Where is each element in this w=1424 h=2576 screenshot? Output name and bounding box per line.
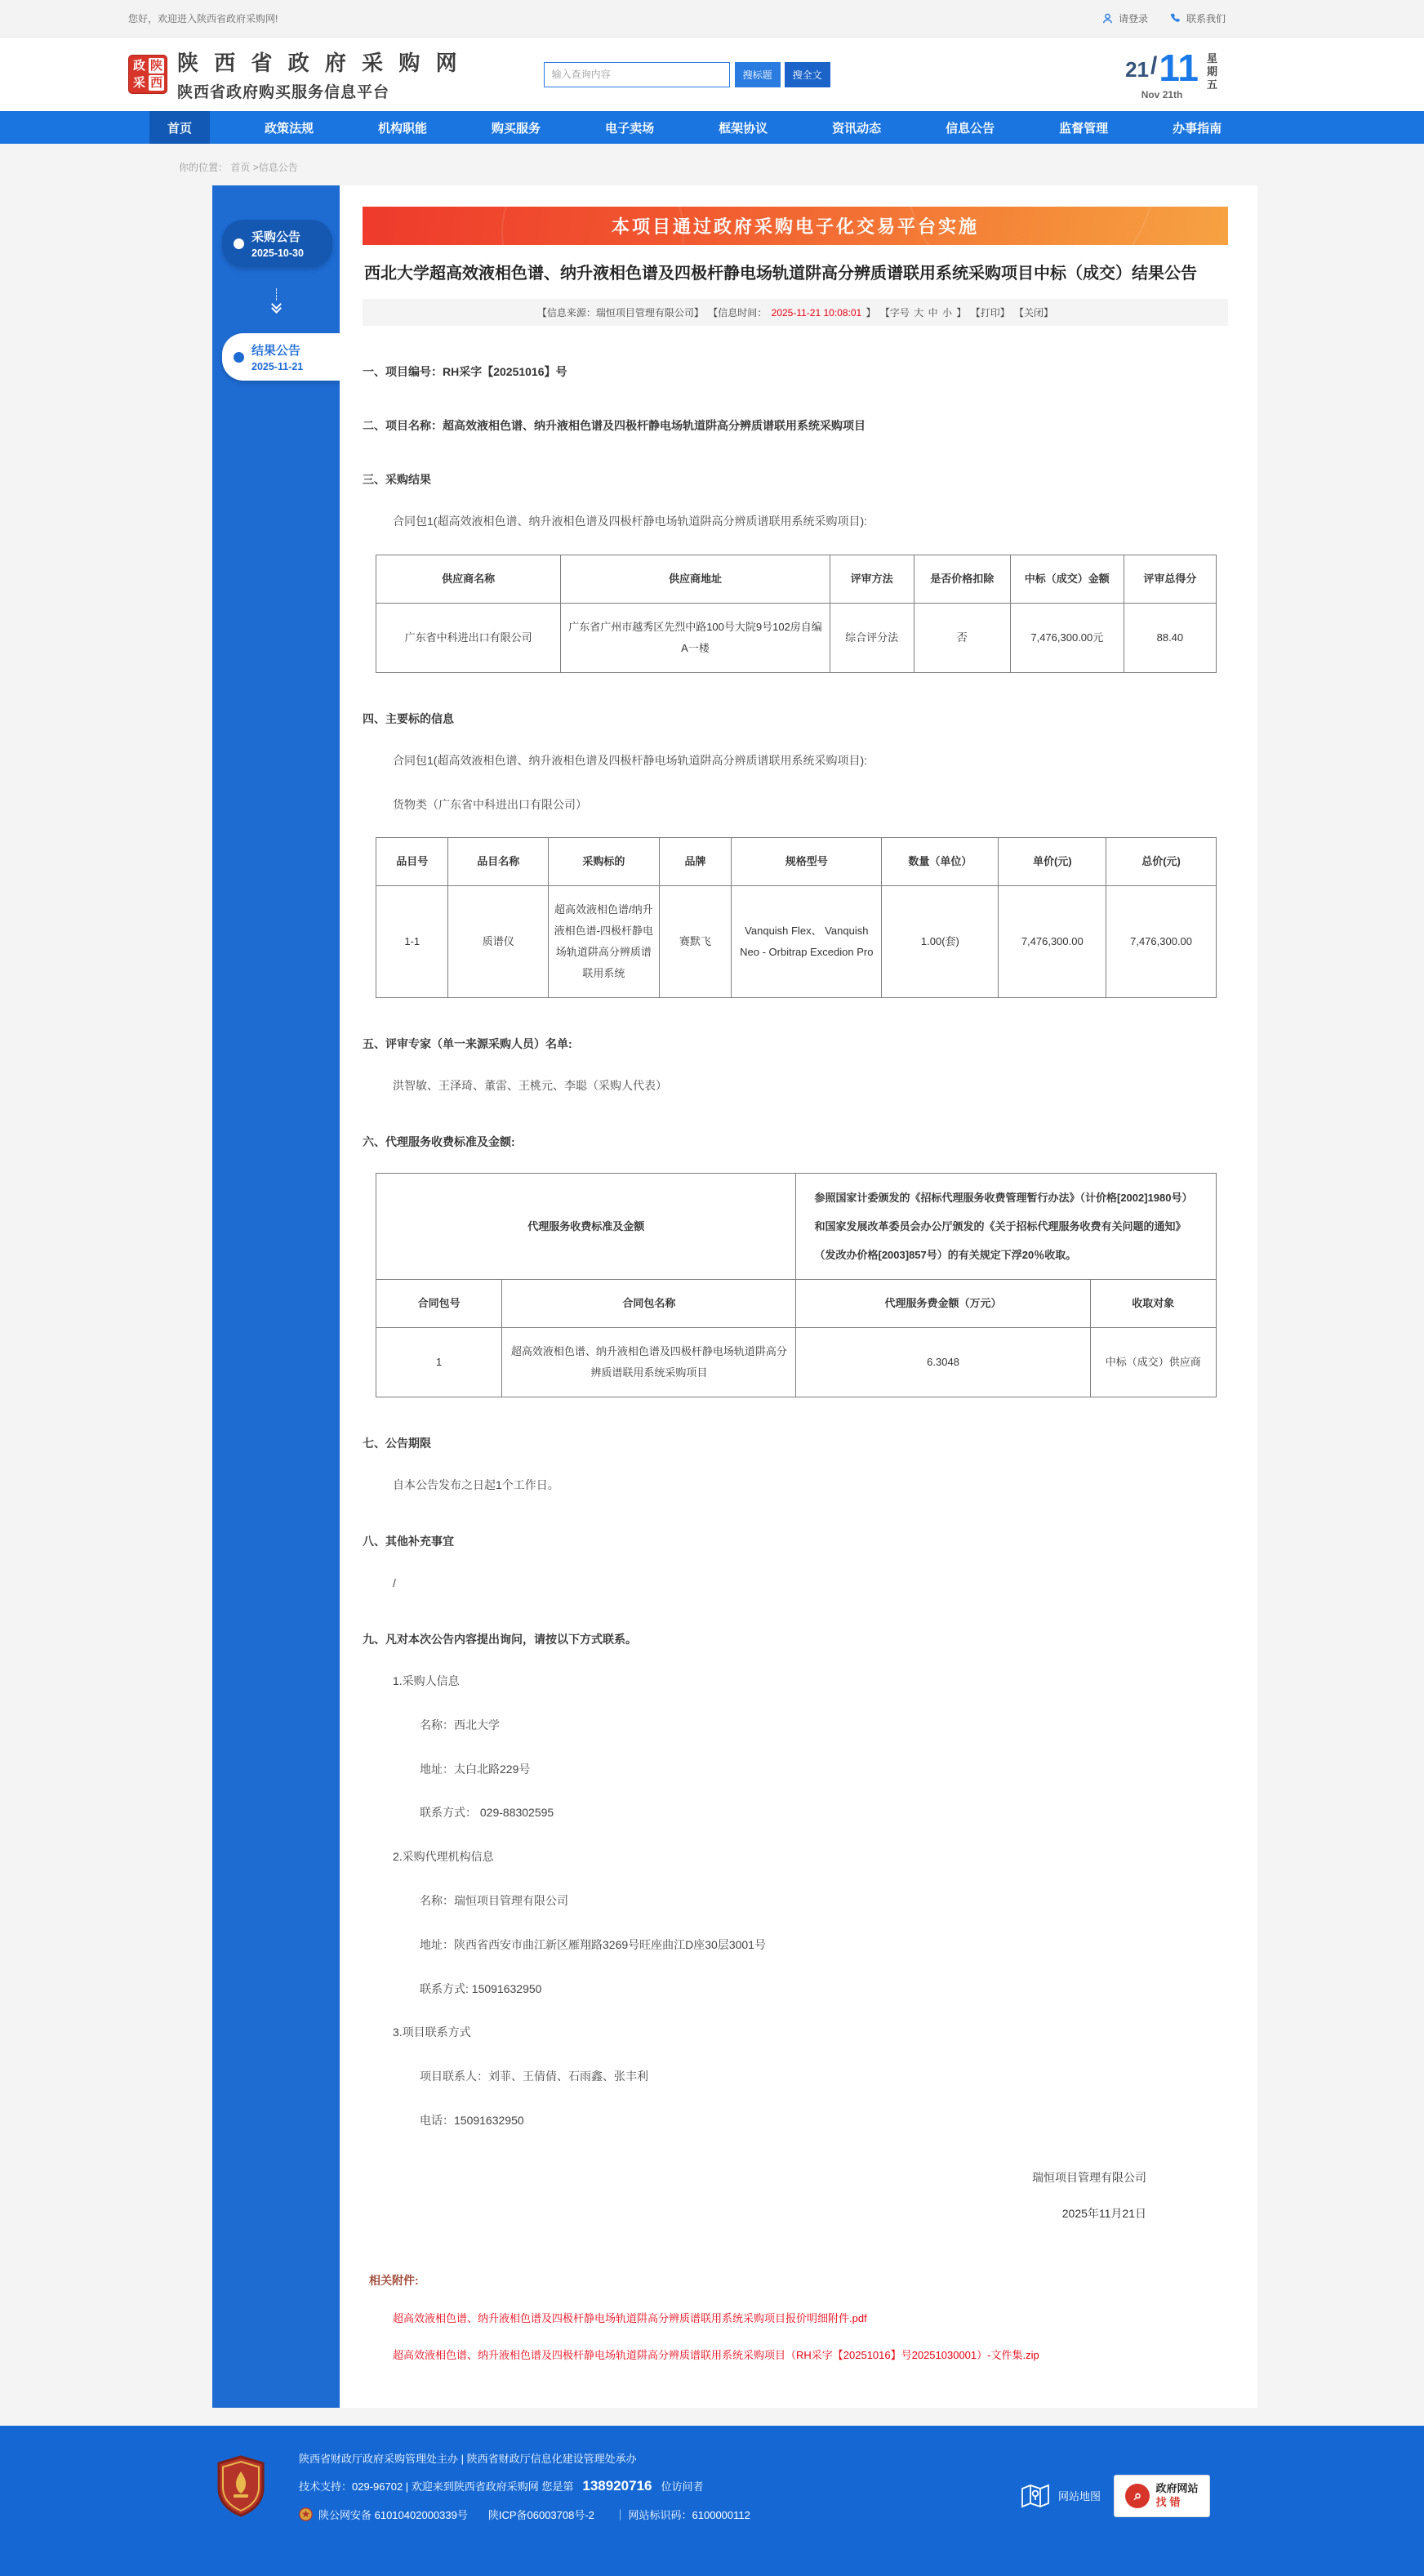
platform-banner: 本项目通过政府采购电子化交易平台实施 xyxy=(363,207,1228,245)
agency-address: 地址：陕西省西安市曲江新区雁翔路3269号旺座曲江D座30层3001号 xyxy=(420,1937,766,1951)
government-shield-icon xyxy=(216,2455,266,2521)
user-icon xyxy=(1101,12,1114,25)
section-heading-project-number: 一、项目编号：RH采字【20251016】号 xyxy=(363,365,567,378)
public-security-badge-icon xyxy=(299,2507,313,2521)
table-cell: 质谱仪 xyxy=(448,886,548,998)
goods-category-line: 货物类（广东省中科进出口有限公司） xyxy=(393,797,587,811)
login-link[interactable] xyxy=(1101,11,1148,25)
table-header-cell: 供应商地址 xyxy=(561,555,830,603)
project-contact-phone: 电话：15091632950 xyxy=(420,2114,524,2128)
weekday-char: 五 xyxy=(1206,78,1217,91)
announcement-timeline-sidebar xyxy=(212,185,340,2408)
buyer-phone: 联系方式： 029-88302595 xyxy=(420,1806,554,1820)
site-logo[interactable] xyxy=(128,47,462,102)
table-row xyxy=(376,603,1217,672)
table-header-cell: 数量（单位） xyxy=(882,838,999,886)
meta-source: 【信息来源：瑞恒项目管理有限公司】 xyxy=(536,307,704,319)
table-cell: 超高效液相色谱、纳升液相色谱及四极杆静电场轨道阱高分辨质谱联用系统采购项目 xyxy=(502,1328,796,1397)
arrow-down-icon xyxy=(212,288,340,312)
nav-item-purchase[interactable]: 购买服务 xyxy=(492,121,541,136)
nav-item-notices[interactable]: 信息公告 xyxy=(946,121,995,136)
phone-icon xyxy=(1169,12,1181,25)
meta-fontsize-label: 【字号 xyxy=(879,307,910,319)
date-widget xyxy=(1125,46,1217,100)
nav-item-supervision[interactable]: 监督管理 xyxy=(1059,121,1109,136)
contact-link[interactable] xyxy=(1169,11,1226,25)
attachment-zip-link[interactable]: 超高效液相色谱、纳升液相色谱及四极杆静电场轨道阱高分辨质谱联用系统采购项目（RH采字【20251016】号20251030001）-文件集.zip xyxy=(393,2348,1039,2361)
date-day: 21 xyxy=(1125,56,1149,82)
seal-char: 采 xyxy=(132,76,145,90)
table-cell: 7,476,300.00 xyxy=(999,886,1106,998)
date-english: Nov 21th xyxy=(1141,88,1183,100)
article-meta-bar xyxy=(363,299,1228,326)
close-button[interactable]: 【关闭】 xyxy=(1014,307,1054,319)
table-cell: 88.40 xyxy=(1124,603,1216,672)
sidebar-item-label: 采购公告 xyxy=(251,230,301,244)
buyer-address: 地址：太白北路229号 xyxy=(420,1762,531,1776)
table-header-row xyxy=(376,555,1217,603)
date-month: 11 xyxy=(1159,46,1199,89)
signature-block xyxy=(363,2168,1146,2223)
buyer-info-title: 1.采购人信息 xyxy=(393,1674,460,1688)
magnifier-icon: ⌕ xyxy=(1125,2484,1150,2508)
search-bar xyxy=(544,62,830,87)
table-header-cell: 品目名称 xyxy=(448,838,548,886)
section-heading-subject-info: 四、主要标的信息 xyxy=(363,711,454,725)
weekday-label xyxy=(1207,52,1217,92)
table-cell: 超高效液相色谱/纳升液相色谱-四极杆静电场轨道阱高分辨质谱联用系统 xyxy=(548,886,659,998)
article-title: 西北大学超高效液相色谱、纳升液相色谱及四极杆静电场轨道阱高分辨质谱联用系统采购项目中标（成交）结果公告 xyxy=(364,265,1197,283)
bullet-dot-icon xyxy=(234,352,244,363)
table-header-cell: 中标（成交）金额 xyxy=(1010,555,1124,603)
sidebar-item-purchase-announcement[interactable] xyxy=(222,220,332,267)
section-heading-announcement-period: 七、公告期限 xyxy=(363,1437,431,1451)
visitor-counter: 138920716 xyxy=(582,2477,652,2494)
supplier-result-table xyxy=(376,555,1217,673)
table-header-cell: 评审总得分 xyxy=(1124,555,1216,603)
section-heading-experts: 五、评审专家（单一来源采购人员）名单: xyxy=(363,1037,572,1051)
table-cell: 综合评分法 xyxy=(830,603,914,672)
sidebar-item-date: 2025-11-21 xyxy=(251,361,304,372)
meta-fontsize-end: 】 xyxy=(956,307,967,319)
footer-organizer-text: 陕西省财政厅政府采购管理处主办 | 陕西省财政厅信息化建设管理处承办 xyxy=(299,2452,637,2465)
table-header-cell: 规格型号 xyxy=(732,838,882,886)
font-large-button[interactable]: 大 xyxy=(914,307,924,319)
table-header-cell: 采购标的 xyxy=(548,838,659,886)
nav-item-guide[interactable]: 办事指南 xyxy=(1173,121,1222,136)
table-header-cell: 合同包号 xyxy=(376,1280,502,1328)
breadcrumb xyxy=(128,144,1296,185)
table-header-cell: 评审方法 xyxy=(830,555,914,603)
signature-company: 瑞恒项目管理有限公司 xyxy=(1032,2170,1146,2184)
welcome-text: 您好，欢迎进入陕西省政府采购网! xyxy=(128,13,278,25)
meta-time-end: 】 xyxy=(866,307,876,319)
table-header-row xyxy=(376,838,1217,886)
table-cell: Vanquish Flex、 Vanquish Neo - Orbitrap Excedion Pro xyxy=(732,886,882,998)
nav-item-home[interactable]: 首页 xyxy=(149,111,210,144)
table-header-cell: 总价(元) xyxy=(1106,838,1217,886)
weekday-char: 星 xyxy=(1206,51,1217,65)
buyer-name: 名称：西北大学 xyxy=(420,1718,500,1731)
map-icon xyxy=(1021,2483,1050,2509)
sidebar-item-date: 2025-10-30 xyxy=(251,247,304,259)
table-cell: 7,476,300.00元 xyxy=(1010,603,1124,672)
table-header-cell: 代理服务费金额（万元） xyxy=(796,1280,1090,1328)
sitemap-link[interactable] xyxy=(1021,2483,1101,2509)
site-title: 陕 西 省 政 府 采 购 网 xyxy=(177,51,462,75)
sidebar-item-result-announcement[interactable] xyxy=(222,333,340,381)
nav-item-functions[interactable]: 机构职能 xyxy=(378,121,428,136)
section-heading-agency-fee: 六、代理服务收费标准及金额: xyxy=(363,1135,515,1149)
sidebar-item-label: 结果公告 xyxy=(251,344,301,358)
section-heading-project-name: 二、项目名称：超高效液相色谱、纳升液相色谱及四极杆静电场轨道阱高分辨质谱联用系统采购项目 xyxy=(363,419,866,432)
gongan-beian-link[interactable]: 陕公网安备 61010402000339号 xyxy=(318,2508,468,2521)
font-medium-button[interactable]: 中 xyxy=(928,307,938,319)
breadcrumb-home-link[interactable]: 首页 xyxy=(230,162,251,173)
gov-site-error-report-badge[interactable] xyxy=(1114,2475,1210,2517)
bullet-dot-icon xyxy=(234,238,244,249)
agency-fee-table xyxy=(376,1173,1217,1397)
table-cell: 赛默飞 xyxy=(659,886,731,998)
table-row xyxy=(376,1328,1217,1397)
table-header-cell: 合同包名称 xyxy=(502,1280,796,1328)
table-cell: 1-1 xyxy=(376,886,448,998)
agency-info-title: 2.采购代理机构信息 xyxy=(393,1850,494,1864)
table-header-row xyxy=(376,1280,1217,1328)
search-input[interactable] xyxy=(544,62,730,87)
breadcrumb-current: >信息公告 xyxy=(252,162,298,173)
table-header-cell: 收取对象 xyxy=(1090,1280,1216,1328)
agency-name: 名称：瑞恒项目管理有限公司 xyxy=(420,1894,568,1908)
table-header-cell: 单价(元) xyxy=(999,838,1106,886)
site-subtitle: 陕西省政府购买服务信息平台 xyxy=(177,84,390,101)
nav-item-emall[interactable]: 电子卖场 xyxy=(605,121,655,136)
other-matters-body: / xyxy=(393,1576,396,1590)
table-header-cell: 是否价格扣除 xyxy=(914,555,1010,603)
seal-char: 西 xyxy=(149,76,162,90)
meta-time-value: 2025-11-21 10:08:01 xyxy=(771,307,862,319)
login-label: 请登录 xyxy=(1118,13,1148,25)
sitemap-label: 网站地图 xyxy=(1057,2490,1101,2503)
fee-standard-label: 代理服务收费标准及金额 xyxy=(376,1174,796,1280)
seal-char: 政 xyxy=(132,59,145,73)
table-header-cell: 供应商名称 xyxy=(376,555,561,603)
seal-char: 陕 xyxy=(149,59,162,73)
signature-date: 2025年11月21日 xyxy=(1061,2207,1146,2221)
agency-phone: 联系方式: 15091632950 xyxy=(420,1981,542,1995)
search-fulltext-button[interactable]: 搜全文 xyxy=(785,62,830,87)
font-small-button[interactable]: 小 xyxy=(941,307,952,319)
announcement-period-body: 自本公告发布之日起1个工作日。 xyxy=(393,1478,559,1492)
attachments-label: 相关附件: xyxy=(369,2273,419,2287)
project-contact-persons: 项目联系人：刘菲、王倩倩、石雨鑫、张丰利 xyxy=(420,2070,648,2084)
experts-list: 洪智敏、王泽琦、董雷、王桃元、李聪（采购人代表） xyxy=(393,1079,667,1093)
weekday-char: 期 xyxy=(1206,65,1217,78)
footer-visitor-suffix: 位访问者 xyxy=(661,2480,704,2494)
table-cell: 1 xyxy=(376,1328,502,1397)
table-header-cell: 品牌 xyxy=(659,838,731,886)
badge-title: 政府网站 xyxy=(1155,2482,1199,2495)
footer-organizer-line xyxy=(299,2450,1210,2466)
table-cell: 广东省广州市越秀区先烈中路100号大院9号102房自编A一楼 xyxy=(561,603,830,672)
contract-package-intro: 合同包1(超高效液相色谱、纳升液相色谱及四极杆静电场轨道阱高分辨质谱联用系统采购项目): xyxy=(393,753,867,767)
contract-package-intro: 合同包1(超高效液相色谱、纳升液相色谱及四极杆静电场轨道阱高分辨质谱联用系统采购项目): xyxy=(393,515,867,528)
table-cell: 6.3048 xyxy=(796,1328,1090,1397)
table-cell: 广东省中科进出口有限公司 xyxy=(376,603,561,672)
subject-detail-table xyxy=(376,837,1217,998)
site-footer xyxy=(0,2426,1424,2576)
search-title-button[interactable]: 搜标题 xyxy=(735,62,781,87)
breadcrumb-prefix: 你的位置： xyxy=(179,162,229,173)
section-heading-other-matters: 八、其他补充事宜 xyxy=(363,1535,454,1549)
table-header-cell: 品目号 xyxy=(376,838,448,886)
main-nav xyxy=(0,111,1424,144)
date-slash: / xyxy=(1150,51,1158,79)
section-heading-result: 三、采购结果 xyxy=(363,473,431,486)
site-identifier-code: ｜ 网站标识码：6100000112 xyxy=(614,2508,750,2521)
project-contact-title: 3.项目联系方式 xyxy=(393,2026,471,2039)
icp-beian-link[interactable]: 陕ICP备06003708号-2 xyxy=(487,2508,594,2521)
table-cell: 否 xyxy=(914,603,1010,672)
attachment-pdf-link[interactable]: 超高效液相色谱、纳升液相色谱及四极杆静电场轨道阱高分辨质谱联用系统采购项目报价明细附件.pdf xyxy=(393,2311,867,2324)
print-button[interactable]: 【打印】 xyxy=(970,307,1010,319)
topbar xyxy=(0,0,1424,38)
section-heading-contact: 九、凡对本次公告内容提出询问，请按以下方式联系。 xyxy=(363,1633,637,1647)
table-cell: 7,476,300.00 xyxy=(1106,886,1217,998)
fee-policy-text: 参照国家计委颁发的《招标代理服务收费管理暂行办法》（计价格[2002]1980号）和国家发展改革委员会办公厅颁发的《关于招标代理服务收费有关问题的通知》（发改办价格[2003]857号）的有关规定下浮20％收取。 xyxy=(796,1174,1217,1280)
meta-time-label: 【信息时间： xyxy=(708,307,768,319)
table-cell: 中标（成交）供应商 xyxy=(1090,1328,1216,1397)
logo-seal-icon xyxy=(128,55,167,94)
table-cell: 1.00(套) xyxy=(882,886,999,998)
nav-item-news[interactable]: 资讯动态 xyxy=(832,121,882,136)
nav-item-framework[interactable]: 框架协议 xyxy=(719,121,768,136)
article-card xyxy=(340,185,1257,2408)
table-row xyxy=(376,1174,1217,1280)
nav-item-policies[interactable]: 政策法规 xyxy=(265,121,314,136)
site-header xyxy=(0,38,1424,111)
badge-subtitle: 找错 xyxy=(1155,2495,1184,2508)
table-row xyxy=(376,886,1217,998)
contact-label: 联系我们 xyxy=(1186,13,1226,25)
footer-support-text: 技术支持：029-96702 | 欢迎来到陕西省政府采购网 您是第 xyxy=(299,2480,574,2494)
